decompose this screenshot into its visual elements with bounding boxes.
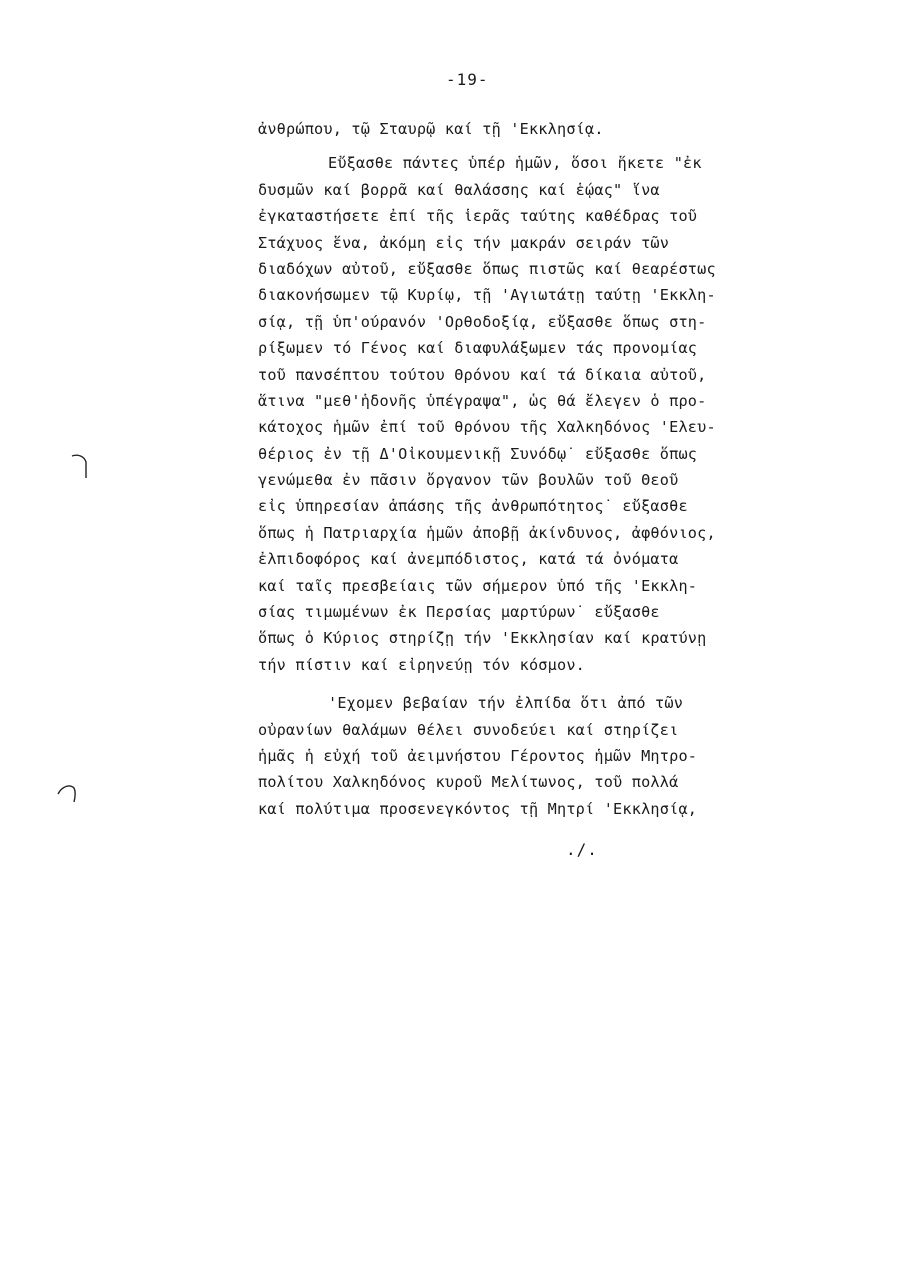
text-line: διαδόχων αὐτοῦ, εὔξασθε ὅπως πιστῶς καί θεαρέστως xyxy=(258,259,716,278)
text-line: ὅπως ἡ Πατριαρχία ἡμῶν ἀποβῇ ἀκίνδυνος, ἀφθόνιος, xyxy=(258,523,716,542)
text-line: ἀνθρώπου, τῷ Σταυρῷ καί τῇ 'Εκκλησίᾳ. xyxy=(258,120,604,138)
text-line: τήν πίστιν καί εἰρηνεύῃ τόν κόσμον. xyxy=(258,655,586,674)
text-line: σίᾳ, τῇ ὑπ'ούρανόν 'Ορθοδοξίᾳ, εὔξασθε ὅπως στη- xyxy=(258,312,707,331)
text-line: γενώμεθα ἐν πᾶσιν ὄργανον τῶν βουλῶν τοῦ Θεοῦ xyxy=(258,471,679,490)
text-line: Εὔξασθε πάντες ὑπέρ ἡμῶν, ὅσοι ἥκετε "ἐκ xyxy=(328,154,702,173)
text-line: σίας τιμωμένων ἐκ Περσίας μαρτύρων˙ εὔξασθε xyxy=(258,603,660,622)
text-line: πολίτου Χαλκηδόνος κυροῦ Μελίτωνος, τοῦ πολλά xyxy=(258,773,679,792)
body-text xyxy=(258,116,798,822)
text-line: οὐρανίων θαλάμων θέλει συνοδεύει καί στηρίζει xyxy=(258,720,679,739)
text-line: θέριος ἐν τῇ Δ'Οἰκουμενικῇ Συνόδῳ˙ εὔξασθε ὅπως xyxy=(258,444,698,463)
text-line: εἰς ὑπηρεσίαν ἁπάσης τῆς ἀνθρωπότητος˙ εὔξασθε xyxy=(258,497,688,516)
text-line: διακονήσωμεν τῷ Κυρίῳ, τῇ 'Αγιωτάτῃ ταύτῃ 'Εκκλη- xyxy=(258,286,716,305)
binding-mark-upper xyxy=(68,452,92,482)
page-number: -19- xyxy=(446,70,489,89)
text-line: ὅπως ὁ Κύριος στηρίζῃ τήν 'Εκκλησίαν καί κρατύνῃ xyxy=(258,629,707,648)
text-line: τοῦ πανσέπτου τούτου Θρόνου καί τά δίκαια αὐτοῦ, xyxy=(258,365,707,384)
text-line: ἅτινα "μεθ'ἡδονῆς ὑπέγραψα", ὡς θά ἔλεγεν ὁ προ- xyxy=(258,391,707,410)
paragraph-3 xyxy=(258,690,798,822)
paragraph-2 xyxy=(258,150,798,678)
text-line: Στάχυος ἕνα, ἀκόμη εἰς τήν μακράν σειράν τῶν xyxy=(258,233,670,252)
binding-mark-lower xyxy=(56,780,80,810)
text-line: ρίξωμεν τό Γένος καί διαφυλάξωμεν τάς προνομίας xyxy=(258,339,698,358)
text-line: κάτοχος ἡμῶν ἐπί τοῦ θρόνου τῆς Χαλκηδόνος 'Ελευ- xyxy=(258,418,716,437)
paragraph-1 xyxy=(258,116,798,142)
text-line: καί πολύτιμα προσενεγκόντος τῇ Μητρί 'Εκκλησίᾳ, xyxy=(258,799,698,818)
text-line: δυσμῶν καί βορρᾶ καί θαλάσσης καί ἑῴας" ἵνα xyxy=(258,180,660,199)
text-line: 'Εχομεν βεβαίαν τήν ἐλπίδα ὅτι ἀπό τῶν xyxy=(328,694,684,713)
continuation-mark: ./. xyxy=(566,840,598,859)
text-line: ἡμᾶς ἡ εὐχή τοῦ ἀειμνήστου Γέροντος ἡμῶν Μητρο- xyxy=(258,746,698,765)
text-line: ἐλπιδοφόρος καί ἀνεμπόδιστος, κατά τά ὀνόματα xyxy=(258,550,679,569)
text-line: ἐγκαταστήσετε ἐπί τῆς ἱερᾶς ταύτης καθέδρας τοῦ xyxy=(258,207,698,226)
text-line: καί ταῖς πρεσβείαις τῶν σήμερον ὑπό τῆς 'Εκκλη- xyxy=(258,576,698,595)
